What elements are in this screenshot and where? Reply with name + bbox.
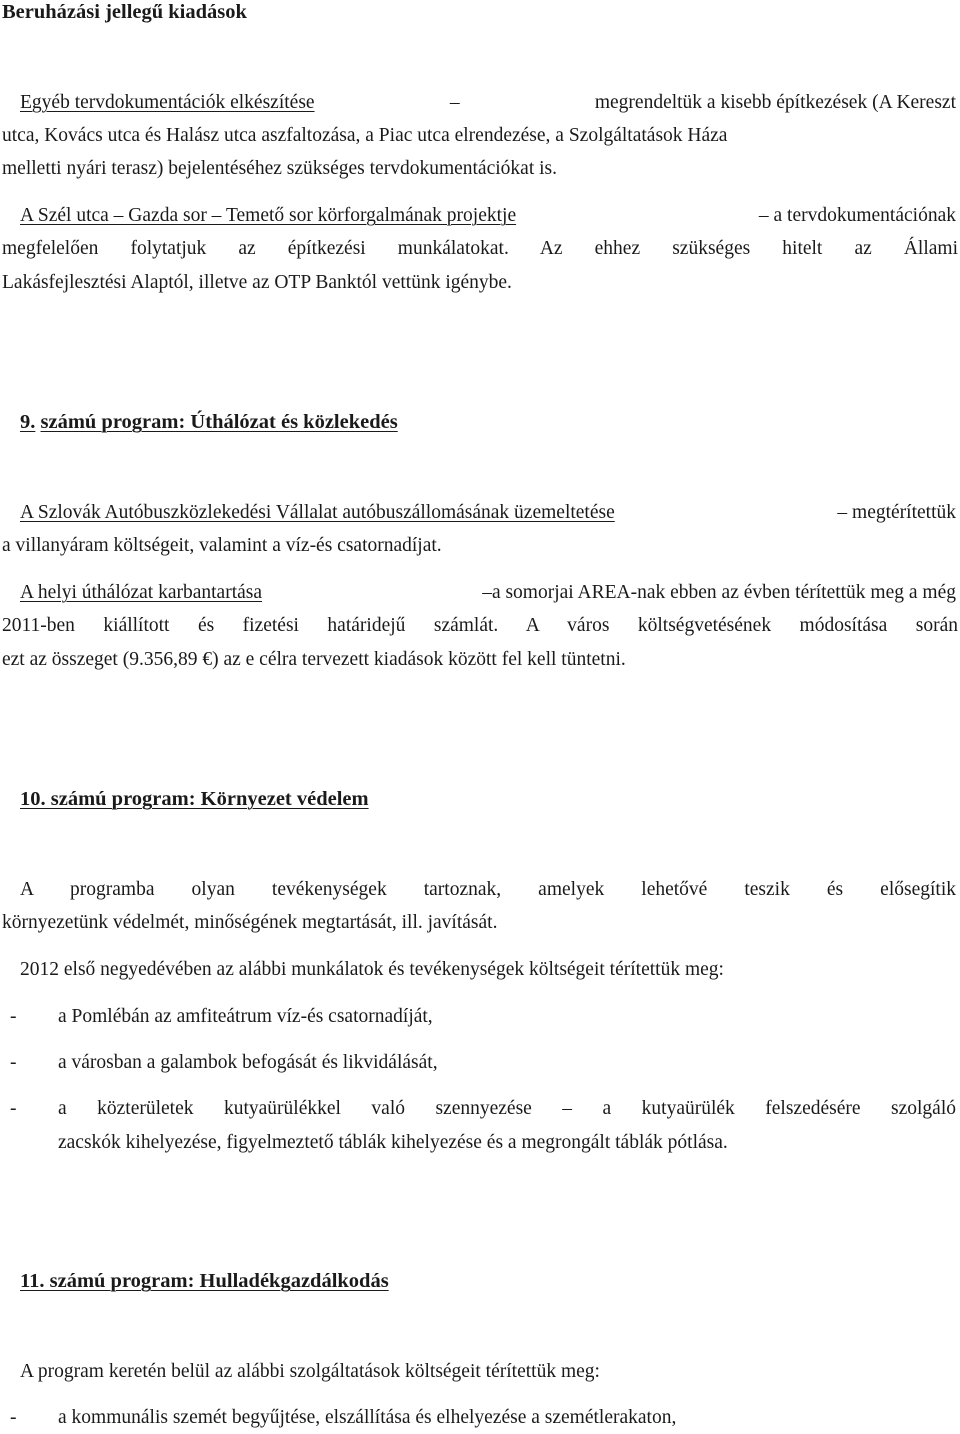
paragraph-1-line-3: melletti nyári terasz) bejelentéséhez szükséges tervdokumentációkat is. <box>2 158 557 179</box>
list-item-text: a Pomlébán az amfiteátrum víz-és csatornadíját, <box>58 1006 433 1027</box>
link-bus-station[interactable]: A Szlovák Autóbuszközlekedési Vállalat autóbuszállomásának üzemeltetése <box>20 502 615 523</box>
list-bullet: - <box>10 1052 17 1073</box>
section-10-paragraph-1-line-1: A programba olyan tevékenységek tartoznak, amelyek lehetővé teszik és elősegítik <box>20 879 956 900</box>
paragraph-2-line-1 <box>20 204 956 228</box>
para1-rest: megrendeltük a kisebb építkezések (A Kereszt <box>594 92 956 113</box>
section-9-paragraph-2-line-3: ezt az összeget (9.356,89 €) az e célra tervezett kiadások között fel kell tüntetni. <box>2 649 626 670</box>
section-9-heading <box>20 410 398 434</box>
list-bullet: - <box>10 1098 17 1119</box>
list-item-text-continued: zacskók kihelyezése, figyelmeztető táblák kihelyezése és a megrongált táblák pótlása. <box>58 1132 728 1153</box>
section-10-paragraph-1-line-2: környezetünk védelmét, minőségének megtartását, ill. javítását. <box>2 912 498 933</box>
link-other-plans[interactable]: Egyéb tervdokumentációk elkészítése <box>20 92 315 113</box>
paragraph-2-line-2: megfelelően folytatjuk az építkezési munkálatokat. Az ehhez szükséges hitelt az Állami <box>2 238 958 259</box>
section-9-number: 9. <box>20 411 36 433</box>
link-road-maintenance[interactable]: A helyi úthálózat karbantartása <box>20 582 263 603</box>
paragraph-2-line-3: Lakásfejlesztési Alaptól, illetve az OTP Banktól vettünk igénybe. <box>2 272 512 293</box>
list-item-text: a városban a galambok befogását és likvidálását, <box>58 1052 438 1073</box>
section-9-title: számú program: Úthálózat és közlekedés <box>40 411 398 433</box>
list-item-text: a kommunális szemét begyűjtése, elszállítása és elhelyezése a szemétlerakaton, <box>58 1407 677 1428</box>
paragraph-1-line-1 <box>20 91 956 115</box>
para1-dash: – <box>449 92 460 113</box>
section-9-paragraph-2-line-1 <box>20 581 956 605</box>
section-11-heading: 11. számú program: Hulladékgazdálkodás <box>20 1270 389 1292</box>
section-9-p2-rest: –a somorjai AREA-nak ebben az évben térítettük meg a még <box>482 582 956 603</box>
list-item-text: a közterületek kutyaürülékkel való szennyezése – a kutyaürülék felszedésére szolgáló <box>58 1098 956 1119</box>
list-bullet: - <box>10 1006 17 1027</box>
section-9-paragraph-1-line-1 <box>20 501 956 525</box>
section-10-paragraph-2: 2012 első negyedévében az alábbi munkálatok és tevékenységek költségeit térítettük meg: <box>20 959 724 980</box>
section-10-heading: 10. számú program: Környezet védelem <box>20 788 369 810</box>
section-9-p1-rest: – megtérítettük <box>837 502 956 523</box>
para2-rest: – a tervdokumentációnak <box>758 205 956 226</box>
page-title: Beruházási jellegű kiadások <box>2 1 247 23</box>
paragraph-1-line-2: utca, Kovács utca és Halász utca aszfaltozása, a Piac utca elrendezése, a Szolgáltatások Háza <box>2 125 728 146</box>
section-9-paragraph-2-line-2: 2011-ben kiállított és fizetési határidejű számlát. A város költségvetésének módosítása során <box>2 615 958 636</box>
section-9-paragraph-1-line-2: a villanyáram költségeit, valamint a víz-és csatornadíjat. <box>2 535 442 556</box>
list-bullet: - <box>10 1407 17 1428</box>
section-11-paragraph: A program keretén belül az alábbi szolgáltatások költségeit térítettük meg: <box>20 1361 600 1382</box>
link-roundabout-project[interactable]: A Szél utca – Gazda sor – Temető sor körforgalmának projektje <box>20 205 517 226</box>
